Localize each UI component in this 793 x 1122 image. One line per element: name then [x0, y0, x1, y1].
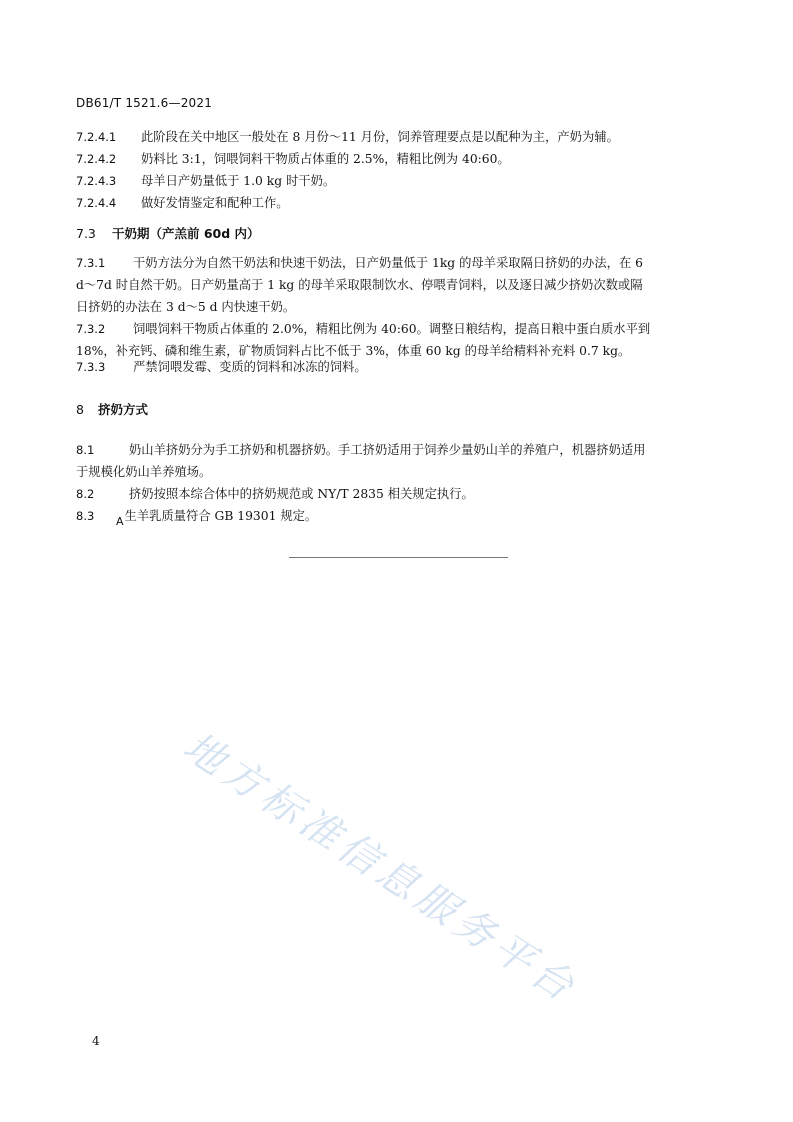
clause-7-3-1	[76, 252, 716, 274]
clause-number: 7.2.4.3	[76, 174, 117, 188]
clause-text: 母羊日产奶量低于 1.0 kg 时干奶。	[141, 174, 336, 188]
clause-7-2-4-3	[76, 170, 716, 192]
section-title: 干奶期（产羔前 60d 内）	[112, 226, 260, 241]
section-number: 7.3	[76, 226, 96, 241]
clause-7-2-4-1	[76, 126, 716, 148]
clause-7-2-4-4	[76, 192, 716, 214]
clause-7-3-1-line-2: d～7d 时自然干奶。日产奶量高于 1 kg 的母羊采取限制饮水、停喂青饲料，以及逐日减少挤奶次数或隔	[76, 278, 643, 292]
clause-7-3-1-line-3: 日挤奶的办法在 3 d～5 d 内快速干奶。	[76, 300, 296, 314]
clause-number: 7.3.2	[76, 322, 106, 336]
clause-number: 7.2.4.4	[76, 196, 117, 210]
clause-8-1-line-2: 于规模化奶山羊养殖场。	[76, 465, 212, 479]
clause-number: 8.3	[76, 509, 95, 523]
clause-text: 生羊乳质量符合 GB 19301 规定。	[124, 509, 318, 523]
section-title: 挤奶方式	[98, 402, 149, 417]
section-number: 8	[76, 402, 84, 417]
clause-7-2-4-2	[76, 148, 716, 170]
watermark: 地方标准信息服务平台	[175, 723, 586, 1013]
page-number: 4	[92, 1034, 100, 1048]
clause-number: 7.3.3	[76, 360, 106, 374]
clause-text-line-1: 饲喂饲料干物质占体重的 2.0%，精粗比例为 40:60。调整日粮结构，提高日粮中蛋白质水平到	[133, 322, 651, 336]
section-heading-7-3	[76, 224, 260, 242]
clause-number: 7.2.4.1	[76, 130, 117, 144]
clause-number: 8.1	[76, 443, 95, 457]
clause-8-3	[76, 505, 716, 528]
clause-number: 7.3.1	[76, 256, 106, 270]
subscript-marker: A	[116, 515, 124, 528]
clause-text-line-1: 干奶方法分为自然干奶法和快速干奶法，日产奶量低于 1kg 的母羊采取隔日挤奶的办法，在 6	[133, 256, 643, 270]
clause-8-2	[76, 483, 716, 505]
clause-text: 此阶段在关中地区一般处在 8 月份～11 月份，饲养管理要点是以配种为主，产奶为辅。	[141, 130, 619, 144]
clause-text: 严禁饲喂发霉、变质的饲料和冰冻的饲料。	[133, 360, 367, 374]
clause-7-3-3	[76, 356, 716, 378]
section-heading-8	[76, 400, 148, 418]
clause-text-line-1: 奶山羊挤奶分为手工挤奶和机器挤奶。手工挤奶适用于饲养少量奶山羊的养殖户，机器挤奶适用	[129, 443, 646, 457]
end-rule	[289, 557, 508, 558]
clause-7-3-2-line-2: 18%，补充钙、磷和维生素，矿物质饲料占比不低于 3%，体重 60 kg 的母羊给精料补充料 0.7 kg。	[76, 344, 631, 358]
clause-8-1	[76, 439, 716, 461]
clause-text: 挤奶按照本综合体中的挤奶规范或 NY/T 2835 相关规定执行。	[129, 487, 474, 501]
clause-number: 8.2	[76, 487, 95, 501]
document-header: DB61/T 1521.6—2021	[76, 96, 213, 110]
clause-text: 奶料比 3:1，饲喂饲料干物质占体重的 2.5%，精粗比例为 40:60。	[141, 152, 510, 166]
clause-7-3-2	[76, 318, 716, 340]
clause-number: 7.2.4.2	[76, 152, 117, 166]
clause-text: 做好发情鉴定和配种工作。	[141, 196, 289, 210]
